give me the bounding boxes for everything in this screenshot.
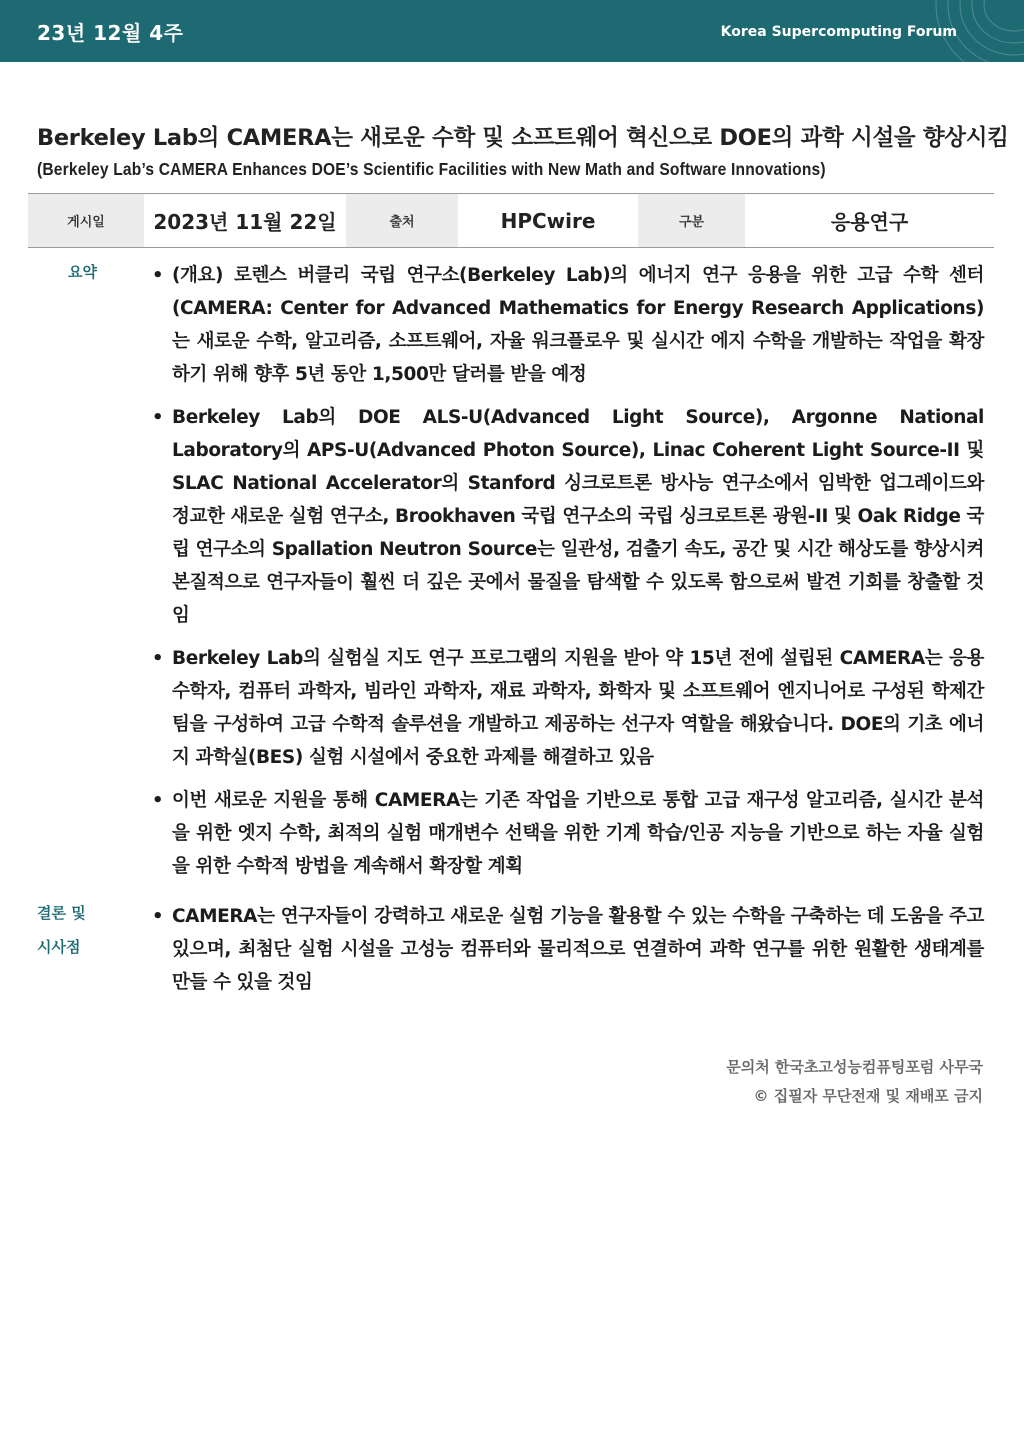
decorative-swirl-icon	[864, 0, 1024, 62]
summary-item: • Berkeley Lab의 DOE ALS-U(Advanced Light Source), Argonne National Laboratory의 APS-U(Advanced Photon Source), Linac Coherent Light Source-II 및 SLAC National Accelerator의 Stanford 싱크로트론 방사능 연구소에서 임박한 업그레이드와 정교한 새로운 실험 연구소, Brookhaven 국립 연구소의 국립 싱크로트론 광원-II 및 Oak Ridge 국립 연구소의 Spallation Neutron Source는 일관성, 검출기 속도, 공간 및 시간 해상도를 향상시켜 본질적으로 연구자들이 훨씬 더 깊은 곳에서 물질을 탐색할 수 있도록 함으로써 발견 기회를 창출할 것임	[152, 407, 984, 626]
article-subtitle: (Berkeley Lab’s CAMERA Enhances DOE’s Scientific Facilities with New Math and Software Innovations)	[37, 159, 826, 179]
header-bar	[0, 0, 1024, 62]
summary-item: • Berkeley Lab의 실험실 지도 연구 프로그램의 지원을 받아 약 15년 전에 설립된 CAMERA는 응용 수학자, 컴퓨터 과학자, 빔라인 과학자, 재료 과학자, 화학자 및 소프트웨어 엔지니어로 구성된 학제간 팀을 구성하여 고급 수학적 솔루션을 개발하고 제공하는 선구자 역할을 해왔습니다. DOE의 기초 에너지 과학실(BES) 실험 시설에서 중요한 과제를 해결하고 있음	[152, 648, 984, 768]
summary-list	[150, 259, 984, 893]
source-value: HPCwire	[500, 208, 596, 233]
posted-label: 게시일	[28, 194, 144, 247]
summary-label: 요약	[68, 263, 97, 281]
conclusion-label	[37, 896, 86, 964]
conclusion-item: • CAMERA는 연구자들이 강력하고 새로운 실험 기능을 활용할 수 있는 수학을 구축하는 데 도움을 주고 있으며, 최첨단 실험 시설을 고성능 컴퓨터와 물리적으로 연결하여 과학 연구를 위한 원활한 생태계를 만들 수 있을 것임	[152, 906, 984, 993]
copyright-notice: © 집필자 무단전재 및 재배포 금지	[753, 1087, 983, 1105]
source-label: 출처	[346, 194, 458, 247]
summary-item: • (개요) 로렌스 버클리 국립 연구소(Berkeley Lab)의 에너지 연구 응용을 위한 고급 수학 센터(CAMERA: Center for Advanced Mathematics for Energy Research Applications)는 새로운 수학, 알고리즘, 소프트웨어, 자율 워크플로우 및 실시간 에지 수학을 개발하는 작업을 확장하기 위해 향후 5년 동안 1,500만 달러를 받을 예정	[152, 265, 984, 385]
category-label: 구분	[638, 194, 745, 247]
forum-name: Korea Supercomputing Forum	[720, 24, 957, 40]
conclusion-label-line1: 결론 및	[37, 904, 86, 922]
contact-info: 문의처 한국초고성능컴퓨팅포럼 사무국	[726, 1058, 983, 1076]
meta-table	[28, 193, 994, 248]
conclusion-list	[150, 900, 984, 1009]
summary-item: • 이번 새로운 지원을 통해 CAMERA는 기존 작업을 기반으로 통합 고급 재구성 알고리즘, 실시간 분석을 위한 엣지 수학, 최적의 실험 매개변수 선택을 위한 기계 학습/인공 지능을 기반으로 하는 자율 실험을 위한 수학적 방법을 계속해서 확장할 계획	[152, 790, 984, 877]
category-value: 응용연구	[830, 210, 909, 234]
footer	[726, 1053, 983, 1111]
article-title: Berkeley Lab의 CAMERA는 새로운 수학 및 소프트웨어 혁신으로 DOE의 과학 시설을 향상시킴	[37, 125, 1009, 151]
conclusion-label-line2: 시사점	[37, 938, 81, 956]
issue-date: 23년 12월 4주	[37, 21, 184, 45]
posted-value: 2023년 11월 22일	[153, 210, 337, 234]
